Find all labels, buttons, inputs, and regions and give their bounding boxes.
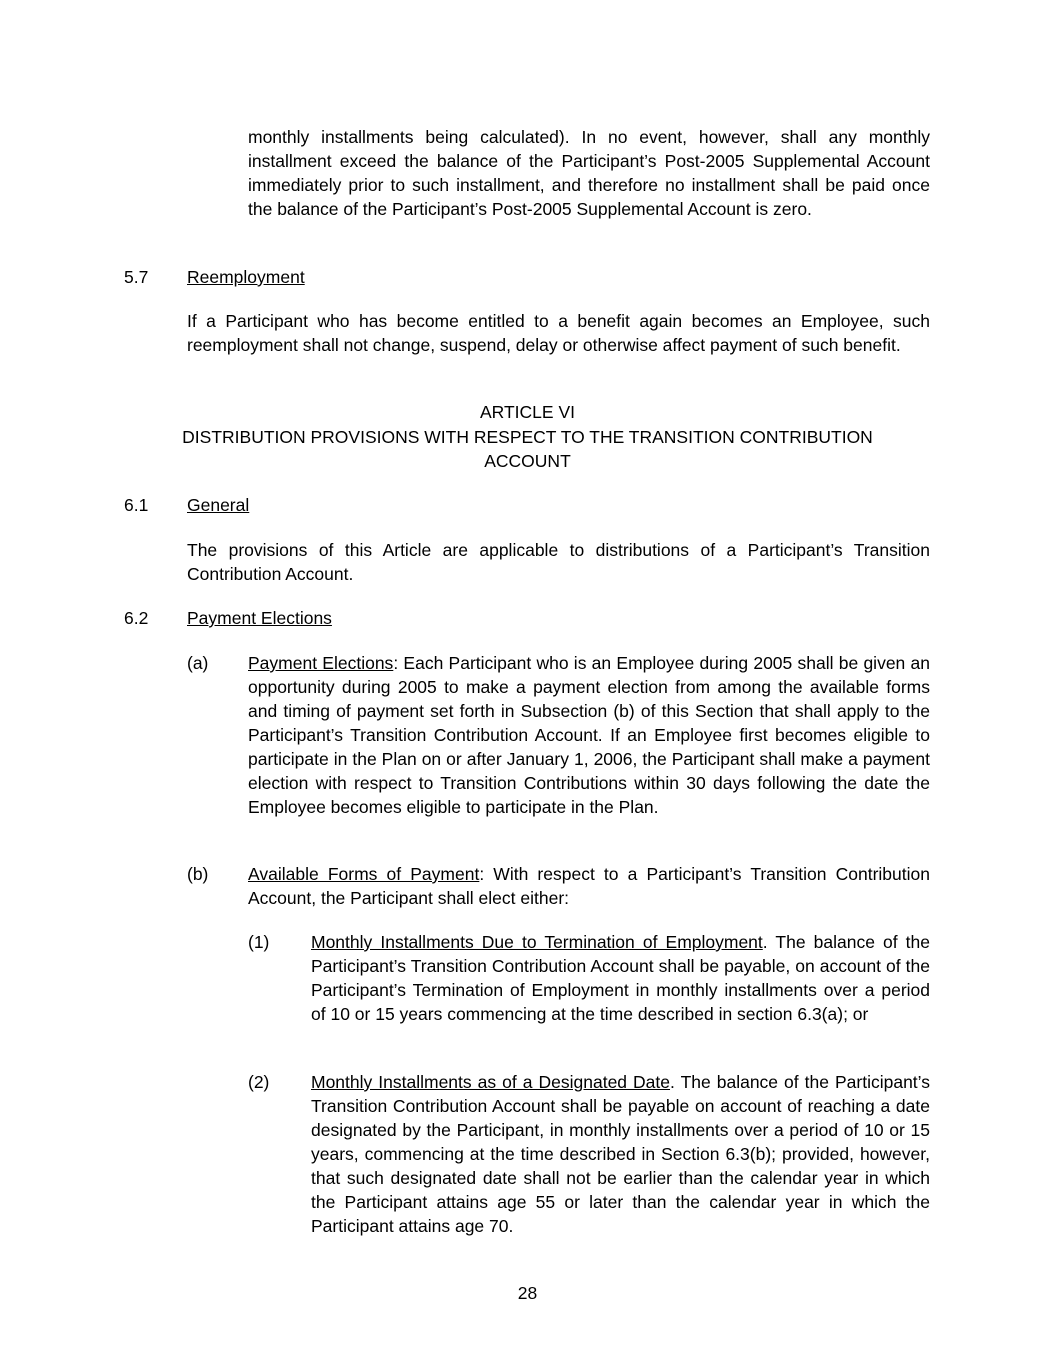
item-label-1: (1) — [248, 932, 270, 952]
item-1-paragraph — [311, 930, 930, 1026]
section-title-reemployment: Reemployment — [187, 267, 305, 287]
subsection-a-body: : Each Participant who is an Employee during 2005 shall be given an opportunity during 2005 to make a payment election from among the available forms and timing of payment set forth in Subsection (b) of this Section that shall apply to the Participant’s Transition Contribution Account. If an Employee first becomes eligible to participate in the Plan on or after January 1, 2006, the Participant shall make a payment election with respect to Transition Contributions within 30 days following the date the Employee becomes eligible to participate in the Plan. — [248, 653, 930, 817]
section-number-6-1: 6.1 — [124, 495, 149, 515]
subsection-a-paragraph — [248, 651, 930, 819]
subsection-b-paragraph — [248, 862, 930, 910]
page-number: 28 — [517, 1283, 538, 1303]
item-2-body: . The balance of the Participant’s Transition Contribution Account shall be payable on account of reaching a date designated by the Participant, in monthly installments over a period of 10 or 15 years, commencing at the time described in Section 6.3(b); provided, however, that such designated date shall not be earlier than the calendar year in which the Participant attains age 55 or later than the calendar year in which the Participant attains age 70. — [311, 1072, 930, 1236]
subsection-b-title: Available Forms of Payment — [248, 864, 480, 884]
subsection-b-body: : With respect to a Participant’s Transition Contribution Account, the Participant shall elect either: — [248, 864, 930, 908]
section-5-7-body: If a Participant who has become entitled to a benefit again becomes an Employee, such reemployment shall not change, suspend, delay or otherwise affect payment of such benefit. — [187, 311, 930, 355]
item-2-paragraph — [311, 1070, 930, 1238]
section-6-1-body: The provisions of this Article are applicable to distributions of a Participant’s Transition Contribution Account. — [187, 540, 930, 584]
article-subtitle-line1: DISTRIBUTION PROVISIONS WITH RESPECT TO THE TRANSITION CONTRIBUTION — [182, 427, 873, 447]
item-1-body: . The balance of the Participant’s Transition Contribution Account shall be payable, on account of the Participant’s Termination of Employment in monthly installments over a period of 10 or 15 years commencing at the time described in section 6.3(a); or — [311, 932, 930, 1024]
subsection-a-title: Payment Elections — [248, 653, 394, 673]
subsection-label-a: (a) — [187, 653, 209, 673]
section-title-general: General — [187, 495, 250, 515]
item-1-title: Monthly Installments Due to Termination of Employment — [311, 932, 763, 952]
article-subtitle-line2: ACCOUNT — [484, 451, 571, 471]
section-number-6-2: 6.2 — [124, 608, 149, 628]
article-title: ARTICLE VI — [480, 402, 575, 422]
continuation-paragraph: monthly installments being calculated). In no event, however, shall any monthly installment exceed the balance of the Participant’s Post-2005 Supplemental Account immediately prior to such installment, and therefore no installment shall be paid once the balance of the Participant’s Post-2005 Supplemental Account is zero. — [248, 127, 930, 219]
item-label-2: (2) — [248, 1072, 270, 1092]
section-title-payment-elections: Payment Elections — [187, 608, 332, 628]
section-number-5-7: 5.7 — [124, 267, 149, 287]
item-2-title: Monthly Installments as of a Designated Date — [311, 1072, 671, 1092]
subsection-label-b: (b) — [187, 864, 209, 884]
